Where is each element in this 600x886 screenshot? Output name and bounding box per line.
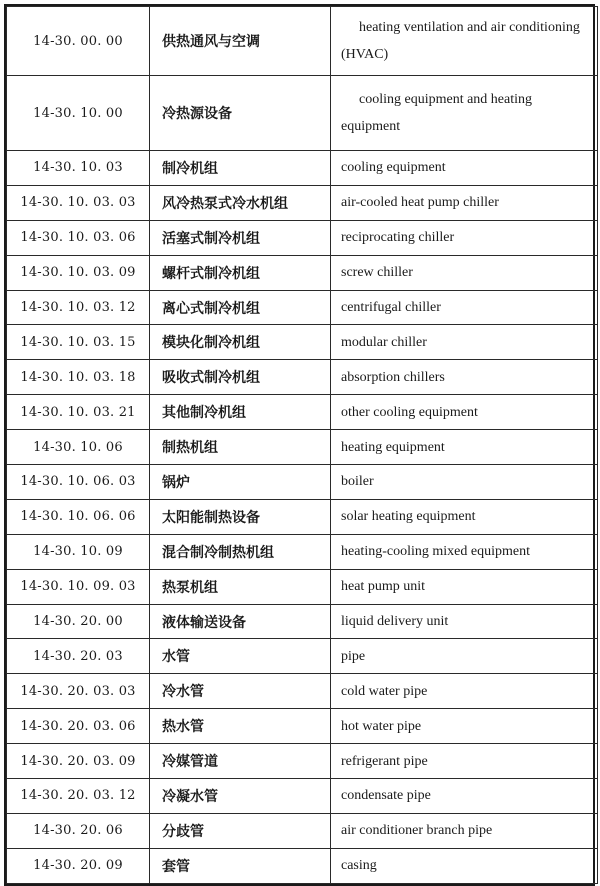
chinese-term-cell: 热泵机组 <box>150 569 331 604</box>
english-term-cell: other cooling equipment <box>331 395 598 430</box>
code-cell: 14-30. 20. 03. 09 <box>7 744 150 779</box>
code-cell: 14-30. 10. 03. 06 <box>7 220 150 255</box>
table-row <box>7 534 598 569</box>
table-row <box>7 220 598 255</box>
code-cell: 14-30. 20. 03 <box>7 639 150 674</box>
code-cell: 14-30. 20. 03. 12 <box>7 779 150 814</box>
code-cell: 14-30. 20. 03. 06 <box>7 709 150 744</box>
table-row <box>7 848 598 883</box>
table-body <box>7 7 598 884</box>
english-term-cell: cooling equipment <box>331 151 598 186</box>
code-cell: 14-30. 20. 03. 03 <box>7 674 150 709</box>
chinese-term-cell: 活塞式制冷机组 <box>150 220 331 255</box>
english-term-cell: heat pump unit <box>331 569 598 604</box>
table-row <box>7 465 598 500</box>
table-row <box>7 290 598 325</box>
table-row <box>7 395 598 430</box>
table-row <box>7 674 598 709</box>
english-term-cell: centrifugal chiller <box>331 290 598 325</box>
table-row <box>7 430 598 465</box>
chinese-term-cell: 供热通风与空调 <box>150 7 331 76</box>
table-row <box>7 744 598 779</box>
english-term-cell: boiler <box>331 465 598 500</box>
code-cell: 14-30. 10. 09 <box>7 534 150 569</box>
code-cell: 14-30. 10. 03 <box>7 151 150 186</box>
english-term-cell: screw chiller <box>331 255 598 290</box>
english-term-cell: heating equipment <box>331 430 598 465</box>
classification-table <box>6 6 598 884</box>
table-row <box>7 779 598 814</box>
code-cell: 14-30. 10. 06. 06 <box>7 499 150 534</box>
chinese-term-cell: 离心式制冷机组 <box>150 290 331 325</box>
english-term-cell: cooling equipment and heating equipment <box>331 76 598 151</box>
table-row <box>7 76 598 151</box>
code-cell: 14-30. 10. 03. 03 <box>7 185 150 220</box>
chinese-term-cell: 套管 <box>150 848 331 883</box>
code-cell: 14-30. 10. 06. 03 <box>7 465 150 500</box>
english-term-cell: heating ventilation and air conditioning (HVAC) <box>331 7 598 76</box>
english-term-cell: condensate pipe <box>331 779 598 814</box>
english-term-cell: liquid delivery unit <box>331 604 598 639</box>
chinese-term-cell: 分歧管 <box>150 813 331 848</box>
english-term-cell: solar heating equipment <box>331 499 598 534</box>
table-row <box>7 499 598 534</box>
english-term-cell: air-cooled heat pump chiller <box>331 185 598 220</box>
table-row <box>7 569 598 604</box>
table-row <box>7 604 598 639</box>
chinese-term-cell: 冷水管 <box>150 674 331 709</box>
chinese-term-cell: 混合制冷制热机组 <box>150 534 331 569</box>
english-term-cell: cold water pipe <box>331 674 598 709</box>
table-row <box>7 709 598 744</box>
code-cell: 14-30. 10. 03. 09 <box>7 255 150 290</box>
chinese-term-cell: 制热机组 <box>150 430 331 465</box>
chinese-term-cell: 锅炉 <box>150 465 331 500</box>
chinese-term-cell: 冷热源设备 <box>150 76 331 151</box>
english-term-cell: pipe <box>331 639 598 674</box>
chinese-term-cell: 螺杆式制冷机组 <box>150 255 331 290</box>
table-row <box>7 325 598 360</box>
chinese-term-cell: 热水管 <box>150 709 331 744</box>
english-term-cell: reciprocating chiller <box>331 220 598 255</box>
chinese-term-cell: 太阳能制热设备 <box>150 499 331 534</box>
chinese-term-cell: 水管 <box>150 639 331 674</box>
code-cell: 14-30. 20. 00 <box>7 604 150 639</box>
english-term-cell: modular chiller <box>331 325 598 360</box>
table-row <box>7 360 598 395</box>
english-term-cell: casing <box>331 848 598 883</box>
table-row <box>7 185 598 220</box>
table-row <box>7 255 598 290</box>
english-term-cell: refrigerant pipe <box>331 744 598 779</box>
code-cell: 14-30. 10. 03. 18 <box>7 360 150 395</box>
chinese-term-cell: 吸收式制冷机组 <box>150 360 331 395</box>
code-cell: 14-30. 20. 06 <box>7 813 150 848</box>
table-row <box>7 151 598 186</box>
english-term-cell: heating-cooling mixed equipment <box>331 534 598 569</box>
code-cell: 14-30. 10. 03. 21 <box>7 395 150 430</box>
code-cell: 14-30. 10. 03. 12 <box>7 290 150 325</box>
code-cell: 14-30. 10. 00 <box>7 76 150 151</box>
code-cell: 14-30. 10. 06 <box>7 430 150 465</box>
classification-table-container <box>4 4 595 886</box>
chinese-term-cell: 制冷机组 <box>150 151 331 186</box>
table-row <box>7 7 598 76</box>
chinese-term-cell: 液体输送设备 <box>150 604 331 639</box>
english-term-cell: air conditioner branch pipe <box>331 813 598 848</box>
chinese-term-cell: 冷凝水管 <box>150 779 331 814</box>
code-cell: 14-30. 20. 09 <box>7 848 150 883</box>
chinese-term-cell: 冷媒管道 <box>150 744 331 779</box>
code-cell: 14-30. 10. 09. 03 <box>7 569 150 604</box>
chinese-term-cell: 风冷热泵式冷水机组 <box>150 185 331 220</box>
english-term-cell: hot water pipe <box>331 709 598 744</box>
table-row <box>7 639 598 674</box>
chinese-term-cell: 其他制冷机组 <box>150 395 331 430</box>
chinese-term-cell: 模块化制冷机组 <box>150 325 331 360</box>
code-cell: 14-30. 10. 03. 15 <box>7 325 150 360</box>
code-cell: 14-30. 00. 00 <box>7 7 150 76</box>
english-term-cell: absorption chillers <box>331 360 598 395</box>
table-row <box>7 813 598 848</box>
